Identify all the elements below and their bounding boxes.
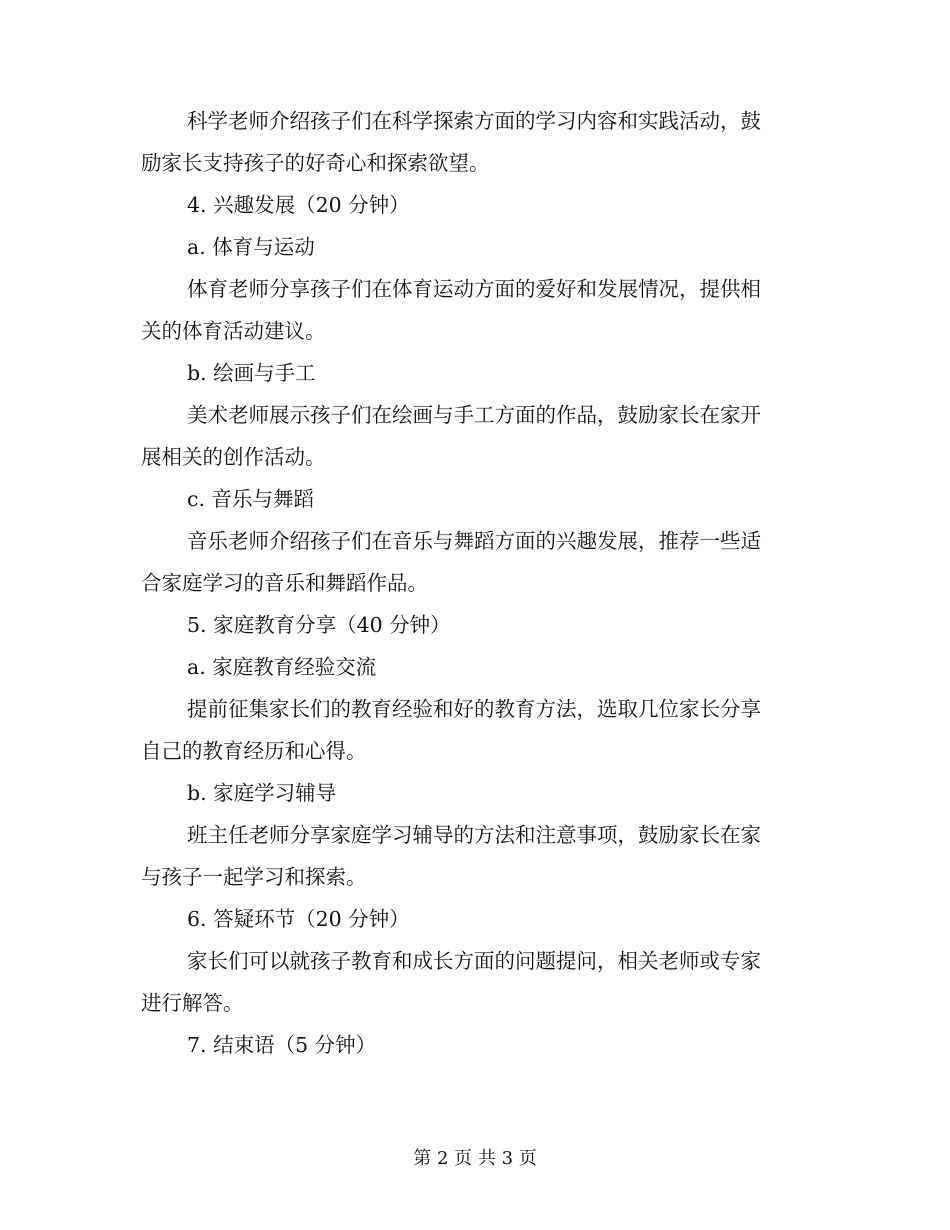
page-number-footer: 第 2 页 共 3 页 — [413, 1148, 537, 1169]
paragraph-line: 关的体育活动建议。 — [141, 319, 326, 343]
paragraph-line: 体育老师分享孩子们在体育运动方面的爱好和发展情况，提供相 — [187, 277, 761, 301]
paragraph-line: 展相关的创作活动。 — [141, 445, 326, 469]
paragraph-line: 家长们可以就孩子教育和成长方面的问题提问，相关老师或专家 — [187, 949, 761, 973]
paragraph-line: 进行解答。 — [141, 991, 244, 1015]
section-heading: 6. 答疑环节（20 分钟） — [187, 907, 410, 931]
subsection-heading: c. 音乐与舞蹈 — [187, 487, 315, 511]
paragraph-line: 科学老师介绍孩子们在科学探索方面的学习内容和实践活动，鼓 — [187, 109, 761, 133]
paragraph-line: 合家庭学习的音乐和舞蹈作品。 — [141, 571, 428, 595]
paragraph-line: 提前征集家长们的教育经验和好的教育方法，选取几位家长分享 — [187, 697, 761, 721]
paragraph-line: 美术老师展示孩子们在绘画与手工方面的作品，鼓励家长在家开 — [187, 403, 761, 427]
subsection-heading: a. 体育与运动 — [187, 235, 315, 259]
subsection-heading: a. 家庭教育经验交流 — [187, 655, 377, 679]
subsection-heading: b. 家庭学习辅导 — [187, 781, 337, 805]
section-heading: 4. 兴趣发展（20 分钟） — [187, 193, 410, 217]
paragraph-line: 励家长支持孩子的好奇心和探索欲望。 — [141, 151, 490, 175]
section-heading: 5. 家庭教育分享（40 分钟） — [187, 613, 451, 637]
document-body — [141, 100, 801, 1066]
paragraph-line: 班主任老师分享家庭学习辅导的方法和注意事项，鼓励家长在家 — [187, 823, 761, 847]
paragraph-line: 音乐老师介绍孩子们在音乐与舞蹈方面的兴趣发展，推荐一些适 — [187, 529, 761, 553]
subsection-heading: b. 绘画与手工 — [187, 361, 316, 385]
paragraph-line: 自己的教育经历和心得。 — [141, 739, 367, 763]
paragraph-line: 与孩子一起学习和探索。 — [141, 865, 367, 889]
section-heading: 7. 结束语（5 分钟） — [187, 1033, 377, 1057]
